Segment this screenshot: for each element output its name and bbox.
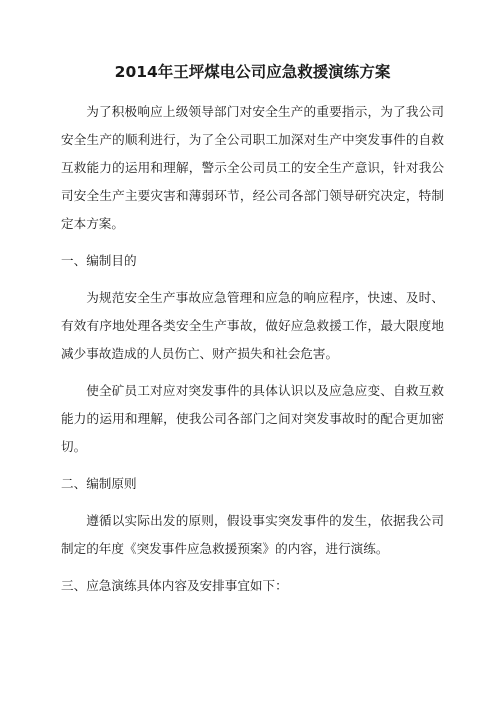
document-page: [61, 62, 444, 600]
paragraph-gap: [61, 368, 444, 377]
paragraph-gap: [61, 461, 444, 470]
section-2-heading: 二、编制原则: [61, 476, 137, 491]
paragraph-gap: [61, 238, 444, 247]
document-title: 2014年王坪煤电公司应急救援演练方案: [114, 63, 391, 81]
section-2-paragraph-1: 遵循以实际出发的原则，假设事实突发事件的发生，依据我公司制定的年度《突发事件应急救援预案》的内容，进行演练。: [61, 513, 444, 556]
section-1-heading: 一、编制目的: [61, 253, 137, 268]
paragraph-gap: [61, 563, 444, 572]
section-1-paragraph-1: 为规范安全生产事故应急管理和应急的响应程序，快速、及时、有效有序地处理各类安全生产事故，做好应急救援工作，最大限度地减少事故造成的人员伤亡、财产损失和社会危害。: [61, 290, 444, 361]
intro-paragraph: 为了积极响应上级领导部门对安全生产的重要指示，为了我公司安全生产的顺利进行，为了全公司职工加深对生产中突发事件的自救互救能力的运用和理解，警示全公司员工的安全生产意识，针对我公司安全生产主要灾害和薄弱环节，经公司各部门领导研究决定，特制定本方案。: [61, 104, 444, 231]
section-3-heading: 三、应急演练具体内容及安排事宜如下：: [61, 578, 288, 593]
paragraph-gap: [61, 275, 444, 284]
section-1-paragraph-2: 使全矿员工对应对突发事件的具体认识以及应急应变、自救互救能力的运用和理解，使我公司各部门之间对突发事故时的配合更加密切。: [61, 383, 444, 454]
paragraph-gap: [61, 498, 444, 507]
